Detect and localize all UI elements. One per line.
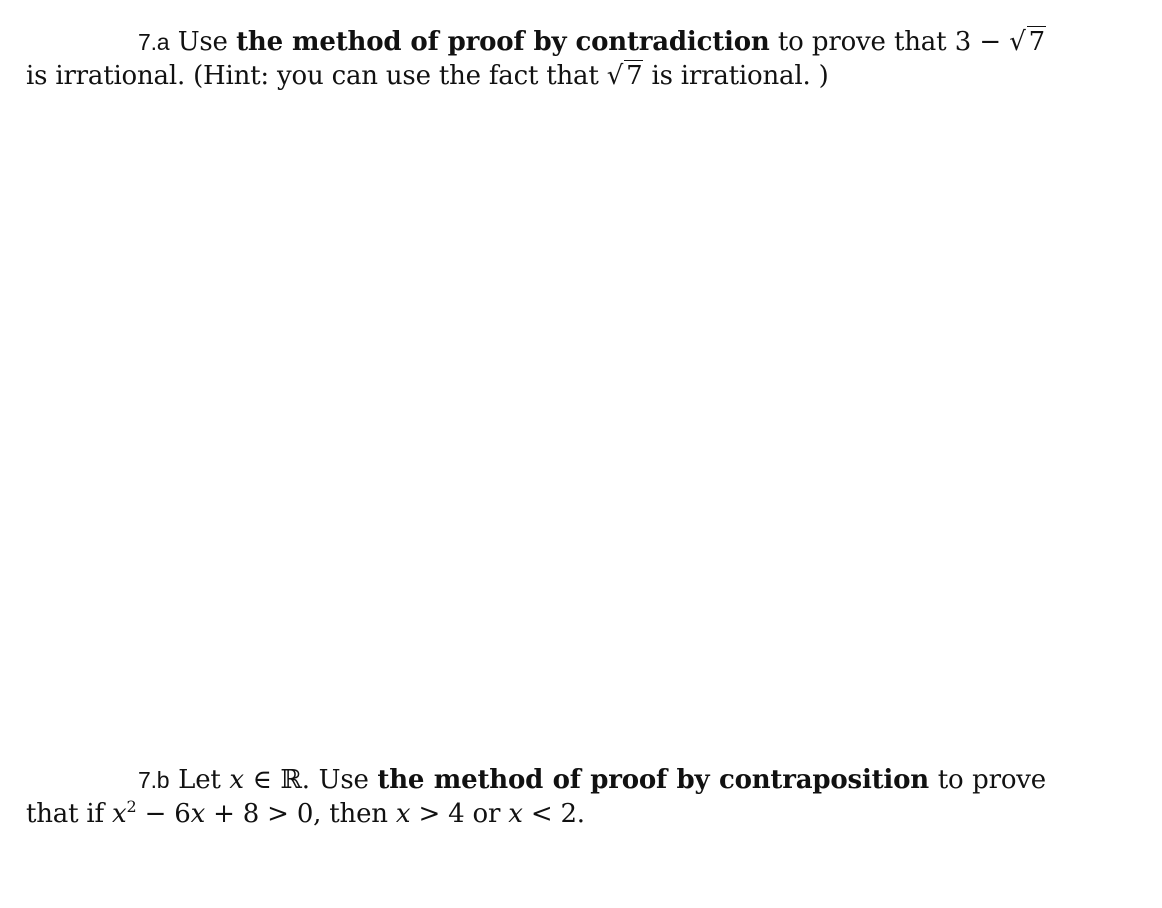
- variable-x: x: [112, 799, 127, 829]
- math-expression: [955, 27, 1046, 57]
- radical-sign-icon: √: [1009, 27, 1026, 57]
- expression-lead: 3 −: [954, 27, 1001, 57]
- let-text: Let: [178, 765, 221, 795]
- polynomial-end: + 8 > 0, then: [213, 799, 388, 829]
- middle-text: to prove that if: [26, 765, 1046, 829]
- variable-x: x: [395, 799, 411, 829]
- problem-7a: [26, 25, 1046, 93]
- set-membership: ∈ ℝ.: [252, 765, 310, 795]
- variable-x: x: [229, 765, 244, 795]
- problem-number: 7.b: [138, 767, 170, 793]
- radical-sign-icon: √: [606, 61, 624, 91]
- end-text: is irrational. ): [651, 61, 829, 91]
- radicand: 7: [1028, 27, 1045, 57]
- middle-text: to prove that: [777, 27, 947, 57]
- variable-x: x: [190, 799, 206, 829]
- square-root: [607, 61, 644, 91]
- radicand: 7: [626, 61, 643, 91]
- polynomial-middle: − 6: [144, 799, 191, 829]
- condition-two: < 2.: [530, 799, 585, 829]
- use-text: Use: [318, 765, 369, 795]
- problem-number: 7.a: [138, 29, 170, 55]
- method-emphasis: the method of proof by contraposition: [377, 765, 929, 795]
- hint-text: is irrational. (Hint: you can use the fact that: [26, 61, 599, 91]
- exponent: 2: [126, 797, 137, 816]
- intro-text: Use: [177, 27, 228, 57]
- square-root: [1009, 27, 1046, 57]
- condition-one: > 4 or: [418, 799, 501, 829]
- variable-x: x: [508, 799, 523, 829]
- method-emphasis: the method of proof by contradiction: [236, 27, 770, 57]
- answer-space: [26, 110, 1046, 740]
- polynomial-expression: [112, 799, 388, 829]
- problem-7b: [26, 763, 1046, 831]
